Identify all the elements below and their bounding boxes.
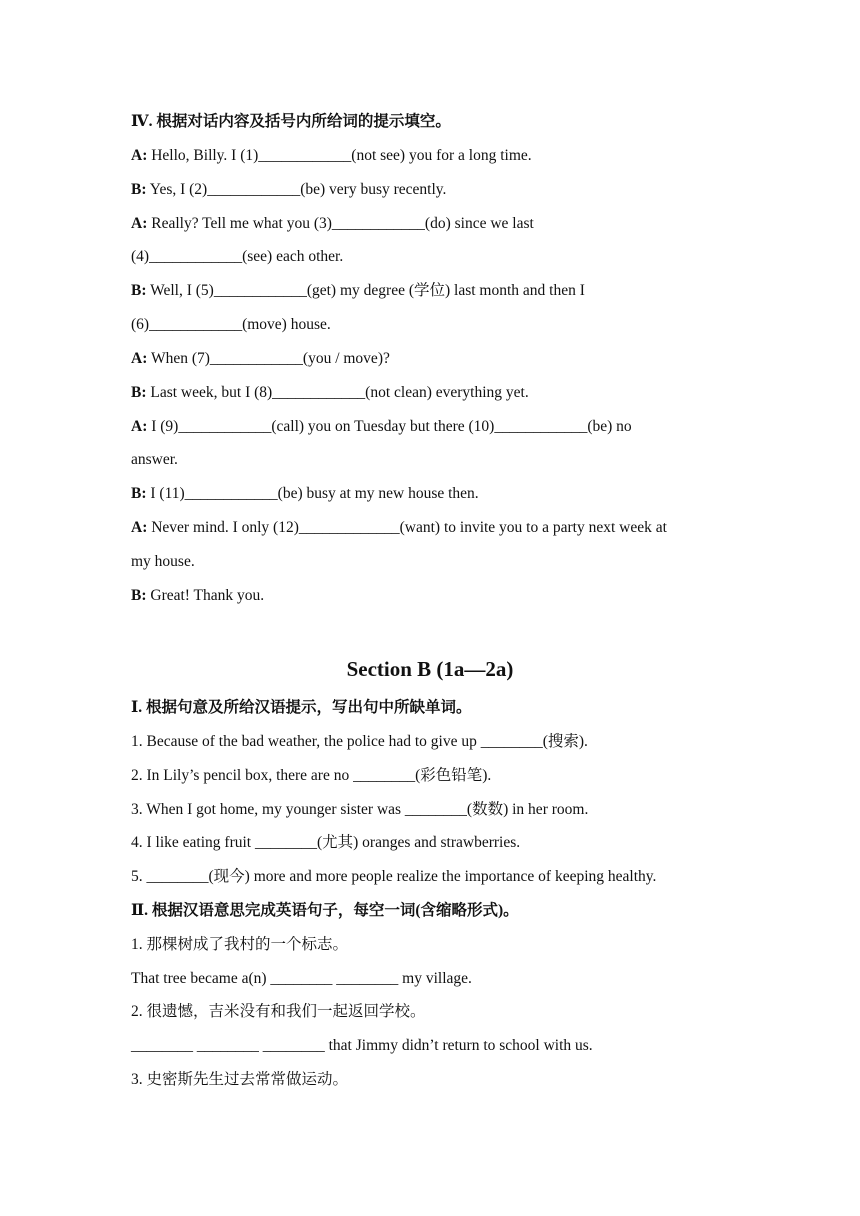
speaker-label: B: [131, 587, 147, 604]
speaker-label: B: [131, 181, 147, 198]
section-title: Section B (1a—2a) [346, 657, 514, 681]
dialogue-line [131, 315, 331, 335]
dialogue-text: my house. [131, 553, 195, 570]
dialogue-line [131, 518, 667, 538]
exercise-item: 2. In Lily’s pencil box, there are no ________(彩色铅笔). [131, 767, 492, 784]
dialogue-text: Great! Thank you. [146, 587, 265, 604]
exercise-item: 4. I like eating fruit ________(尤其) oranges and strawberries. [131, 834, 521, 851]
dialogue-line [131, 180, 446, 200]
dialogue-text: Last week, but I (8)____________(not clean) everything yet. [146, 384, 529, 401]
exercise-item: 3. 史密斯先生过去常常做运动。 [131, 1071, 349, 1088]
dialogue-line [131, 247, 343, 267]
dialogue-line [131, 450, 178, 470]
dialogue-text: Never mind. I only (12)_____________(want) to invite you to a party next week at [147, 519, 667, 536]
dialogue-line [131, 146, 532, 166]
exercise-item: 1. 那棵树成了我村的一个标志。 [131, 936, 349, 953]
dialogue-text: Yes, I (2)____________(be) very busy recently. [146, 181, 447, 198]
dialogue-line [131, 349, 390, 369]
dialogue-line [131, 281, 585, 301]
dialogue-text: Well, I (5)____________(get) my degree (学位) last month and then I [146, 282, 585, 299]
speaker-label: A: [131, 519, 148, 536]
part1-heading: Ⅰ. 根据句意及所给汉语提示，写出句中所缺单词。 [131, 699, 472, 716]
dialogue-line [131, 383, 529, 403]
dialogue-line [131, 214, 534, 234]
dialogue-line [131, 586, 264, 606]
speaker-label: B: [131, 485, 147, 502]
speaker-label: A: [131, 215, 148, 232]
exercise-item: ________ ________ ________ that Jimmy didn’t return to school with us. [131, 1037, 593, 1054]
speaker-label: B: [131, 282, 147, 299]
speaker-label: A: [131, 147, 148, 164]
dialogue-text: answer. [131, 451, 178, 468]
speaker-label: A: [131, 350, 148, 367]
dialogue-line [131, 417, 632, 437]
speaker-label: B: [131, 384, 147, 401]
part4-heading: Ⅳ. 根据对话内容及括号内所给词的提示填空。 [131, 113, 451, 130]
dialogue-text: Really? Tell me what you (3)____________(do) since we last [147, 215, 534, 232]
speaker-label: A: [131, 418, 148, 435]
dialogue-text: I (11)____________(be) busy at my new house then. [146, 485, 479, 502]
exercise-item: That tree became a(n) ________ ________ my village. [131, 970, 472, 987]
dialogue-line [131, 484, 479, 504]
dialogue-text: (6)____________(move) house. [131, 316, 331, 333]
dialogue-text: Hello, Billy. I (1)____________(not see) you for a long time. [147, 147, 532, 164]
dialogue-text: When (7)____________(you / move)? [147, 350, 390, 367]
exercise-item: 3. When I got home, my younger sister was ________(数数) in her room. [131, 801, 589, 818]
dialogue-line [131, 552, 195, 572]
exercise-item: 5. ________(现今) more and more people realize the importance of keeping healthy. [131, 868, 657, 885]
dialogue-text: I (9)____________(call) you on Tuesday but there (10)____________(be) no [147, 418, 632, 435]
exercise-item: 1. Because of the bad weather, the police had to give up ________(搜索). [131, 733, 588, 750]
part2-heading: Ⅱ. 根据汉语意思完成英语句子，每空一词(含缩略形式)。 [131, 902, 519, 919]
dialogue-text: (4)____________(see) each other. [131, 248, 344, 265]
exercise-item: 2. 很遗憾，吉米没有和我们一起返回学校。 [131, 1003, 426, 1020]
